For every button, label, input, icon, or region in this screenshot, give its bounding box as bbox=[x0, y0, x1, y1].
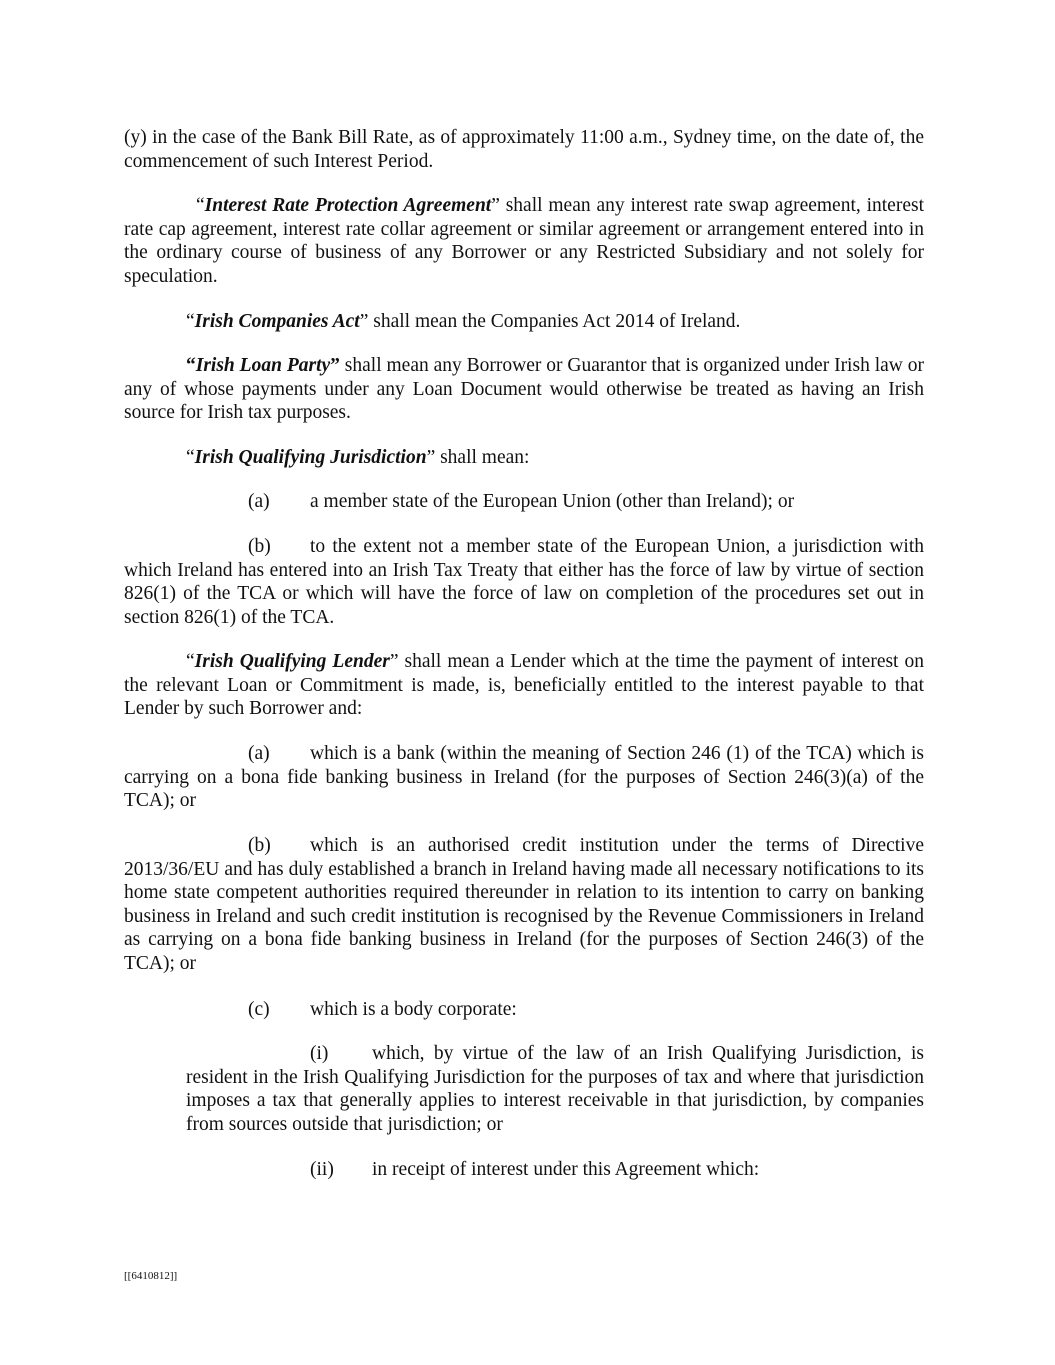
item-label: (b) bbox=[248, 835, 271, 856]
defined-term: Irish Qualifying Lender bbox=[194, 651, 390, 672]
definition-irish-companies-act bbox=[124, 310, 924, 334]
item-text: in receipt of interest under this Agreement which: bbox=[372, 1159, 760, 1180]
item-text: which, by virtue of the law of an Irish Qualifying Jurisdiction, is resident in the Irish Qualifying Jurisdiction for the purposes of tax and where that jurisdiction imposes a tax that generally applies to interest receivable in that jurisdiction, by companies from sources outside that jurisdiction; or bbox=[186, 1043, 924, 1135]
item-label: (c) bbox=[248, 999, 270, 1020]
jurisdiction-item-a bbox=[248, 490, 794, 514]
defined-term: Irish Companies Act bbox=[194, 311, 360, 332]
definition-text: shall mean any interest rate swap agreement, interest rate cap agreement, interest rate collar agreement or similar agreement or arrangement entered into in the ordinary course of business of any Borrower or any Restricted Subsidiary and not solely for speculation. bbox=[124, 195, 924, 287]
item-label: (ii) bbox=[310, 1159, 334, 1180]
item-text: which is a bank (within the meaning of Section 246 (1) of the TCA) which is carrying on a bona fide banking business in Ireland (for the purposes of Section 246(3)(a) of the TCA); or bbox=[124, 743, 924, 812]
lender-subitem-i bbox=[186, 1042, 924, 1136]
open-quote: “ bbox=[186, 311, 195, 332]
definition-text: shall mean the Companies Act 2014 of Ireland. bbox=[368, 311, 741, 332]
close-quote: ” bbox=[491, 195, 500, 216]
open-quote: “ bbox=[186, 355, 196, 376]
item-label: (a) bbox=[248, 491, 270, 512]
lender-item-c bbox=[248, 998, 517, 1022]
definition-interest-rate-protection-agreement bbox=[124, 194, 924, 288]
jurisdiction-item-b bbox=[124, 535, 924, 629]
definition-irish-qualifying-jurisdiction bbox=[124, 446, 924, 470]
definition-text: shall mean a Lender which at the time the payment of interest on the relevant Loan or Commitment is made, is, beneficially entitled to the interest payable to that Lender by such Borrower and: bbox=[124, 651, 924, 720]
item-text: which is an authorised credit institution under the terms of Directive 2013/36/EU and has duly established a branch in Ireland having made all necessary notifications to its home state competent authorities required thereunder in relation to its intention to carry on banking business in Ireland and such credit institution is recognised by the Revenue Commissioners in Ireland as carrying on a bona fide banking business in Ireland (for the purposes of Section 246(3) of the TCA); or bbox=[124, 835, 924, 974]
defined-term: Interest Rate Protection Agreement bbox=[204, 195, 492, 216]
item-label: (a) bbox=[248, 743, 270, 764]
definition-irish-loan-party bbox=[124, 354, 924, 425]
defined-term: Irish Qualifying Jurisdiction bbox=[194, 447, 427, 468]
item-text: a member state of the European Union (other than Ireland); or bbox=[310, 491, 795, 512]
open-quote: “ bbox=[186, 447, 195, 468]
definition-text: shall mean any Borrower or Guarantor that is organized under Irish law or any of whose payments under any Loan Document would otherwise be treated as having an Irish source for Irish tax purposes. bbox=[124, 355, 924, 424]
close-quote: ” bbox=[359, 311, 369, 332]
item-label: (b) bbox=[248, 536, 271, 557]
lender-item-a bbox=[124, 742, 924, 813]
close-quote: ” bbox=[426, 447, 436, 468]
open-quote: “ bbox=[186, 651, 195, 672]
item-text: which is a body corporate: bbox=[310, 999, 517, 1020]
close-quote: ” bbox=[330, 355, 340, 376]
item-label: (i) bbox=[310, 1043, 329, 1064]
item-text: to the extent not a member state of the European Union, a jurisdiction with which Ireland has entered into an Irish Tax Treaty that either has the force of law by virtue of section 826(1) of the TCA or which will have the force of law on completion of the procedures set out in section 826(1) of the TCA. bbox=[124, 536, 924, 628]
close-quote: ” bbox=[389, 651, 399, 672]
definition-irish-qualifying-lender bbox=[124, 650, 924, 721]
lender-subitem-ii bbox=[310, 1158, 759, 1182]
defined-term: Irish Loan Party bbox=[195, 355, 331, 376]
lender-item-b bbox=[124, 834, 924, 976]
definition-text: shall mean: bbox=[435, 447, 530, 468]
document-id-footer: [[6410812]] bbox=[124, 1270, 178, 1282]
intro-paragraph: (y) in the case of the Bank Bill Rate, as of approximately 11:00 a.m., Sydney time, on the date of, the commencement of such Interest Period. bbox=[124, 127, 924, 172]
open-quote: “ bbox=[196, 195, 205, 216]
